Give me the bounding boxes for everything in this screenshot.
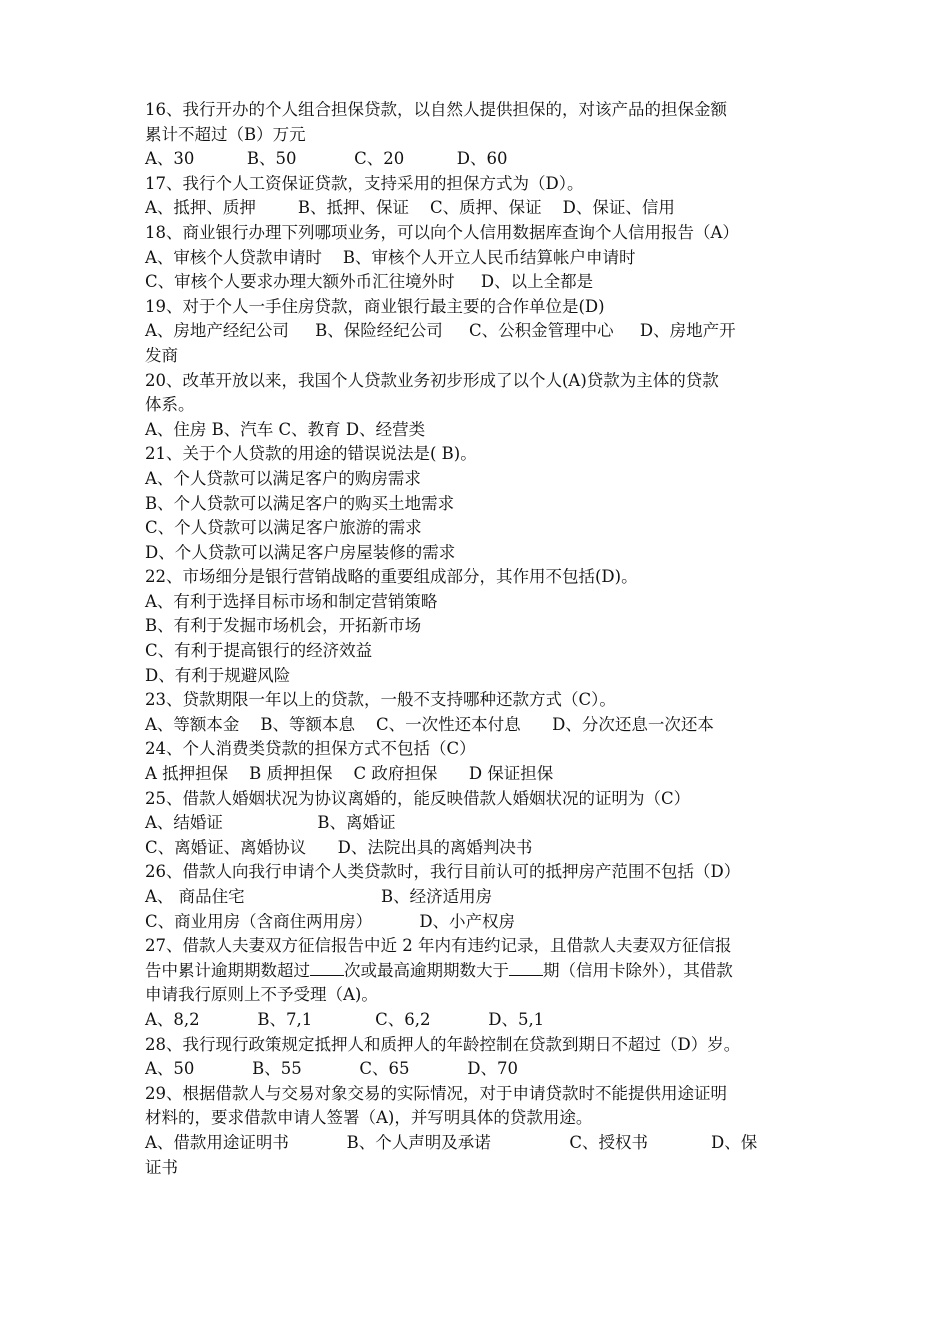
q21-stem: 21、关于个人贷款的用途的错误说法是( B)。 <box>145 444 477 464</box>
q22-option-d: D、有利于规避风险 <box>145 665 291 685</box>
q21-option-a: A、个人贷款可以满足客户的购房需求 <box>145 468 421 488</box>
q17-options: A、抵押、质押 B、抵押、保证 C、质押、保证 D、保证、信用 <box>145 198 675 218</box>
q26-stem: 26、借款人向我行申请个人类贷款时，我行目前认可的抵押房产范围不包括（D） <box>145 862 741 882</box>
q25-options-ab: A、结婚证 B、离婚证 <box>145 813 396 833</box>
q16-stem-line2: 累计不超过（B）万元 <box>145 124 306 144</box>
q27-options: A、8,2 B、7,1 C、6,2 D、5,1 <box>145 1009 545 1029</box>
q24-options: A 抵押担保 B 质押担保 C 政府担保 D 保证担保 <box>145 764 554 784</box>
q19-options-line1: A、房地产经纪公司 B、保险经纪公司 C、公积金管理中心 D、房地产开 <box>145 321 736 341</box>
q27-stem-line3: 申请我行原则上不予受理（A)。 <box>145 985 378 1005</box>
q17-stem: 17、我行个人工资保证贷款，支持采用的担保方式为（D）。 <box>145 173 584 193</box>
q26-options-cd: C、商业用房（含商住两用房） D、小产权房 <box>145 911 516 931</box>
q26-options-ab: A、 商品住宅 B、经济适用房 <box>145 887 493 906</box>
q27-line2-mid: 次或最高逾期期数大于 <box>344 960 509 980</box>
q27-line2-end: 期（信用卡除外），其借款 <box>543 960 733 980</box>
q29-options-line2: 证书 <box>145 1157 178 1177</box>
q25-stem: 25、借款人婚姻状况为协议离婚的，能反映借款人婚姻状况的证明为（C） <box>145 788 691 808</box>
q24-stem: 24、个人消费类贷款的担保方式不包括（C） <box>145 739 476 759</box>
q21-option-b: B、个人贷款可以满足客户的购买土地需求 <box>145 493 455 513</box>
q18-stem: 18、商业银行办理下列哪项业务，可以向个人信用数据库查询个人信用报告（A） <box>145 222 739 242</box>
q20-options: A、住房 B、汽车 C、教育 D、经营类 <box>145 419 426 439</box>
q29-options-line1: A、借款用途证明书 B、个人声明及承诺 C、授权书 D、保 <box>145 1132 758 1152</box>
q16-stem-line1: 16、我行开办的个人组合担保贷款，以自然人提供担保的，对该产品的担保金额 <box>145 100 727 119</box>
q23-options: A、等额本金 B、等额本息 C、一次性还本付息 D、分次还息一次还本 <box>145 714 714 734</box>
q19-stem: 19、对于个人一手住房贷款，商业银行最主要的合作单位是(D) <box>145 296 605 316</box>
q29-stem-line2: 材料的，要求借款申请人签署（A)，并写明具体的贷款用途。 <box>145 1108 593 1128</box>
q27-stem-line1: 27、借款人夫妻双方征信报告中近 2 年内有违约记录，且借款人夫妻双方征信报 <box>145 936 732 956</box>
q23-stem: 23、贷款期限一年以上的贷款，一般不支持哪种还款方式（C）。 <box>145 690 616 710</box>
q28-options: A、50 B、55 C、65 D、70 <box>145 1059 518 1079</box>
q16-options: A、30 B、50 C、20 D、60 <box>145 149 508 169</box>
q20-stem-line1: 20、改革开放以来，我国个人贷款业务初步形成了以个人(A)贷款为主体的贷款 <box>145 370 719 390</box>
q21-option-d: D、个人贷款可以满足客户房屋装修的需求 <box>145 542 456 562</box>
q27-line2-start: 告中累计逾期期数超过 <box>145 960 310 980</box>
q20-stem-line2: 体系。 <box>145 395 195 415</box>
q18-options-cd: C、审核个人要求办理大额外币汇往境外时 D、以上全都是 <box>145 272 594 292</box>
q25-options-cd: C、离婚证、离婚协议 D、法院出具的离婚判决书 <box>145 837 533 857</box>
q28-stem: 28、我行现行政策规定抵押人和质押人的年龄控制在贷款到期日不超过（D）岁。 <box>145 1034 741 1054</box>
answer-blank <box>509 961 543 976</box>
q22-option-b: B、有利于发掘市场机会，开拓新市场 <box>145 616 422 636</box>
q27-stem-line2 <box>145 959 815 984</box>
q22-stem: 22、市场细分是银行营销战略的重要组成部分，其作用不包括(D)。 <box>145 567 638 587</box>
q19-options-line2: 发商 <box>145 345 178 365</box>
answer-blank <box>310 961 344 976</box>
q18-options-ab: A、审核个人贷款申请时 B、审核个人开立人民币结算帐户申请时 <box>145 247 636 267</box>
q22-option-a: A、有利于选择目标市场和制定营销策略 <box>145 591 438 611</box>
q29-stem-line1: 29、根据借款人与交易对象交易的实际情况，对于申请贷款时不能提供用途证明 <box>145 1083 727 1103</box>
q22-option-c: C、有利于提高银行的经济效益 <box>145 641 373 661</box>
document-page <box>145 98 815 1180</box>
q21-option-c: C、个人贷款可以满足客户旅游的需求 <box>145 518 422 538</box>
